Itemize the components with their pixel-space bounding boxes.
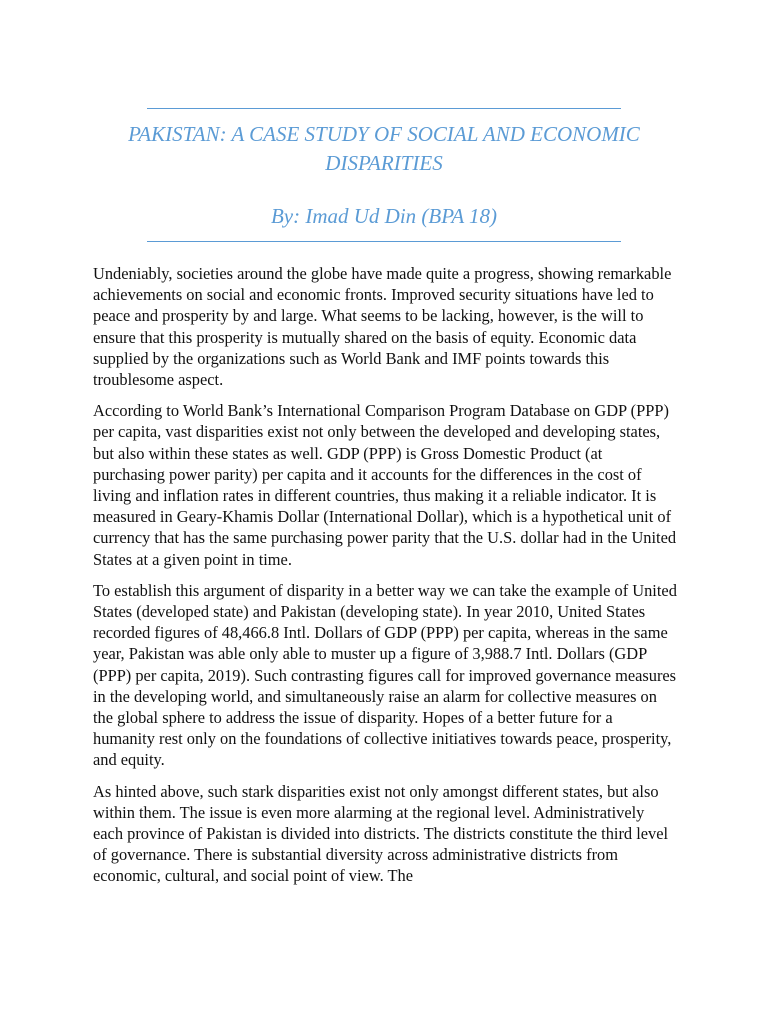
paragraph-world-bank: According to World Bank’s International Comparison Program Database on GDP (PPP) per capita, vast disparities exist not only between the developed and developing states, but also within these states as well. GDP (PPP) is Gross Domestic Product (at purchasing power parity) per capita and it accounts for the differences in the cost of living and inflation rates in different countries, thus making it a reliable indicator. It is measured in Geary-Khamis Dollar (International Dollar), which is a hypothetical unit of currency that has the same purchasing power parity that the U.S. dollar had in the United States at a given point in time.: [93, 401, 677, 569]
title-bottom-rule: [147, 241, 621, 242]
document-title: PAKISTAN: A CASE STUDY OF SOCIAL AND ECONOMIC DISPARITIES: [128, 122, 640, 175]
paragraph-us-pakistan: To establish this argument of disparity in a better way we can take the example of United States (developed state) and Pakistan (developing state). In year 2010, United States recorded figures of 48,466.8 Intl. Dollars of GDP (PPP) per capita, whereas in the same year, Pakistan was able only able to muster up a figure of 3,988.7 Intl. Dollars (GDP (PPP) per capita, 2019). Such contrasting figures call for improved governance measures in the developing world, and simultaneously raise an alarm for collective measures on the global sphere to address the issue of disparity. Hopes of a better future for a humanity rest only on the foundations of collective initiatives towards peace, prosperity, and equity.: [93, 580, 677, 770]
document-body: [93, 263, 677, 887]
paragraph-districts: As hinted above, such stark disparities exist not only amongst different states, but also within them. The issue is even more alarming at the regional level. Administratively each province of Pakistan is divided into districts. The districts constitute the third level of governance. There is substantial diversity across administrative districts from economic, cultural, and social point of view. The: [93, 781, 669, 886]
document-byline: By: Imad Ud Din (BPA 18): [270, 204, 498, 228]
title-top-rule: [147, 108, 621, 109]
paragraph-intro: Undeniably, societies around the globe have made quite a progress, showing remarkable achievements on social and economic fronts. Improved security situations have led to peace and prosperity by and large. What seems to be lacking, however, is the will to ensure that this prosperity is mutually shared on the basis of equity. Economic data supplied by the organizations such as World Bank and IMF points towards this troublesome aspect.: [93, 264, 672, 390]
